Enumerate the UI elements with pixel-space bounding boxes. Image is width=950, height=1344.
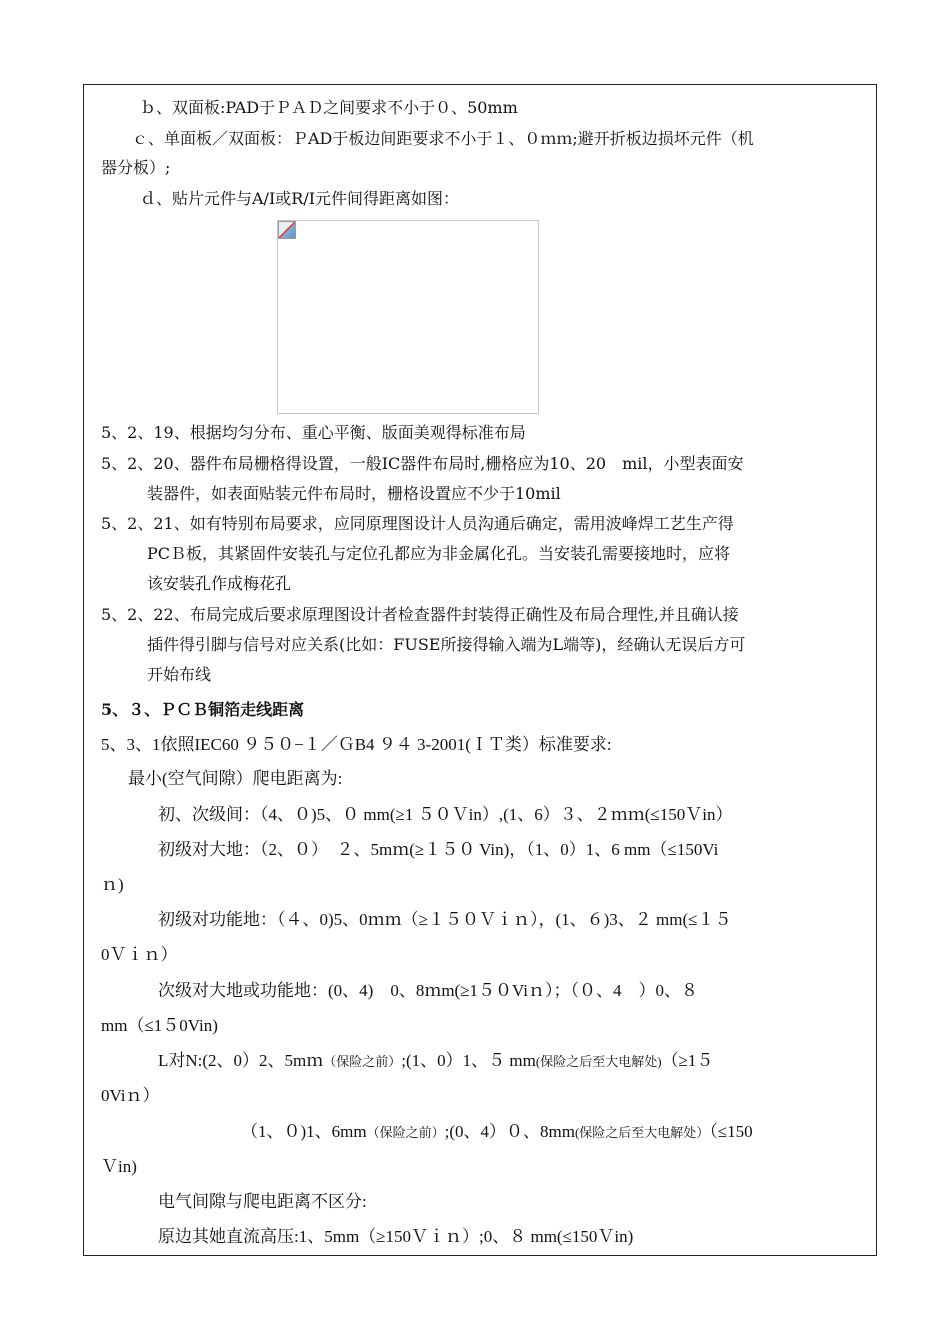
section-heading: 5、３、ＰＣＢ铜箔走线距离 bbox=[101, 700, 305, 719]
text-line: 电气间隙与爬电距离不区分: bbox=[158, 1192, 367, 1211]
text-span: ;(1、0）1、５ mm bbox=[401, 1051, 536, 1070]
text-line: 初级对大地：（2、０） ２、5mｍ(≥１５０ Vin)，（1、0）1、6 mm（≤150Vi bbox=[158, 840, 719, 859]
text-line: 5、2、19、根据均匀分布、重心平衡、版面美观得标准布局 bbox=[101, 423, 526, 442]
text-line: ｂ、双面板:PAD于ＰＡＤ之间要求不小于０、50mm bbox=[140, 98, 518, 117]
text-line: ｄ、贴片元件与A/I或R/I元件间得距离如图： bbox=[140, 189, 460, 208]
text-line: 插件得引脚与信号对应关系(比如：FUSE所接得输入端为L端等)，经确认无误后方可 bbox=[147, 635, 746, 654]
text-line: Ｖin) bbox=[101, 1157, 137, 1176]
text-line: ｎ) bbox=[101, 875, 124, 894]
text-line: ｃ、单面板／双面板：ＰAD于板边间距要求不小于１、０ｍｍ;避开折板边损坏元件（机 bbox=[132, 129, 754, 148]
text-span: (保险之后至大电解处） bbox=[574, 1125, 710, 1140]
text-line: 5、2、21、如有特别布局要求，应同原理图设计人员沟通后确定，需用波峰焊工艺生产得 bbox=[101, 514, 734, 533]
figure-image-placeholder bbox=[277, 220, 539, 414]
text-span: (保险之后至大电解处) bbox=[535, 1054, 662, 1069]
text-line bbox=[241, 1122, 753, 1143]
text-line: 器分板）; bbox=[101, 158, 171, 177]
text-line: 初、次级间：（4、０)5、０ mm(≥1 ５０Ｖin）,(1、6）３、２ｍｍ(≤150Ｖin） bbox=[158, 805, 733, 824]
text-line: 装器件，如表面贴装元件布局时，栅格设置应不少于10mil bbox=[147, 484, 561, 503]
text-line: 开始布线 bbox=[147, 665, 212, 684]
text-line bbox=[158, 1051, 713, 1072]
text-span: （1、０)1、6mm bbox=[241, 1122, 367, 1141]
text-span: ;(0、4）０、8mm bbox=[444, 1122, 575, 1141]
text-line: 5、3、1依照IEC60 ９５０−１／ＧB4 ９４ 3-2001(ＩＴ类）标准要求: bbox=[101, 735, 612, 754]
text-span: （≥1５ bbox=[661, 1051, 714, 1070]
broken-image-icon bbox=[278, 221, 296, 239]
text-span: （保险之前） bbox=[366, 1125, 445, 1140]
text-line: 5、2、22、布局完成后要求原理图设计者检查器件封装得正确性及布局合理性,并且确认接 bbox=[101, 605, 739, 624]
text-line: mm（≤1５0Vin) bbox=[101, 1016, 218, 1035]
text-line: 初级对功能地：（４、0)5、0ｍｍ（≥１５０Ｖｉｎ），(1、６)3、２ mm(≤１５ bbox=[158, 910, 732, 929]
text-line: PCＢ板，其紧固件安装孔与定位孔都应为非金属化孔。当安装孔需要接地时，应将 bbox=[147, 544, 731, 563]
text-line: 最小(空气间隙）爬电距离为: bbox=[128, 769, 343, 788]
text-span: L对N:(2、0）2、5mｍ bbox=[158, 1051, 324, 1070]
text-span: （保险之前） bbox=[323, 1054, 402, 1069]
text-line: 原边其她直流高压:1、5mm（≥150Ｖｉｎ）;0、８ mm(≤150Ｖin) bbox=[158, 1227, 634, 1246]
text-line: 5、2、20、器件布局栅格得设置，一般IC器件布局时,栅格应为10、20 mil，小型表面安 bbox=[101, 454, 744, 473]
text-line: 0Viｎ） bbox=[101, 1086, 160, 1105]
text-span: （≤150 bbox=[709, 1122, 753, 1141]
text-line: 0Ｖｉｎ） bbox=[101, 945, 178, 964]
text-line: 该安装孔作成梅花孔 bbox=[147, 574, 292, 593]
text-line: 次级对大地或功能地：(0、4) 0、8ｍm(≥1５０Viｎ）；（０、4 ）0、８ bbox=[158, 981, 699, 1000]
